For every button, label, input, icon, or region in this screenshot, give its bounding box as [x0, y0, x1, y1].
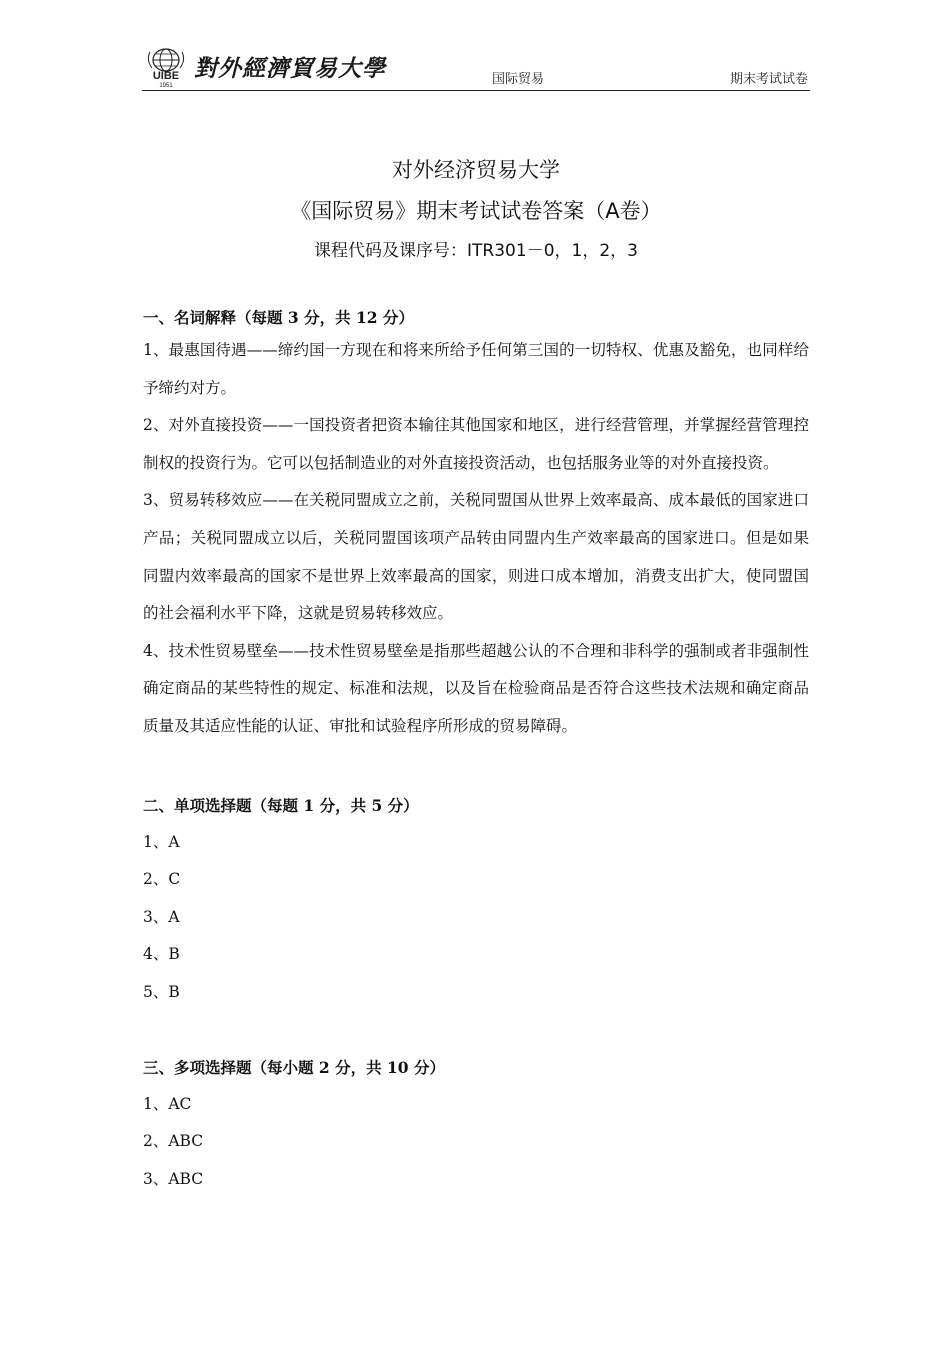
- header-course-name: 国际贸易: [492, 72, 545, 87]
- header-doc-type: 期末考试试卷: [729, 72, 808, 87]
- page-header: [142, 40, 810, 91]
- single-choice-answer: 2、C: [143, 870, 181, 889]
- multiple-choice-answer: 3、ABC: [143, 1169, 204, 1188]
- single-choice-answer: 4、B: [143, 945, 180, 964]
- multiple-choice-answer: 1、AC: [143, 1094, 192, 1113]
- definition-item: 3、贸易转移效应——在关税同盟成立之前，关税同盟国从世界上效率最高、成本最低的国家进口产品；关税同盟成立以后，关税同盟国该项产品转由同盟内生产效率最高的国家进口。但是如果同盟内效率最高的国家不是世界上效率最高的国家，则进口成本增加，消费支出扩大，使同盟国的社会福利水平下降，这就是贸易转移效应。: [143, 491, 809, 623]
- university-script-name: 對外經濟貿易大學: [194, 55, 386, 82]
- single-choice-answer: 3、A: [143, 907, 180, 926]
- multiple-choice-list: [143, 1086, 809, 1199]
- definition-item: 4、技术性贸易壁垒——技术性贸易壁垒是指那些超越公认的不合理和非科学的强制或者非强制性确定商品的某些特性的规定、标准和法规，以及旨在检验商品是否符合这些技术法规和确定商品质量及其适应性能的认证、审批和试验程序所形成的贸易障碍。: [143, 641, 809, 735]
- course-code: 课程代码及课序号：ITR301－0，1，2，3: [314, 241, 638, 261]
- single-choice-list: [143, 824, 809, 1012]
- university-logo-icon: [144, 46, 188, 88]
- single-choice-answer: 5、B: [143, 982, 180, 1001]
- answer-content: [143, 306, 809, 1198]
- single-choice-answer: 1、A: [143, 832, 180, 851]
- logo-text: UIBE: [152, 70, 180, 82]
- definition-item: 2、对外直接投资——一国投资者把资本输往其他国家和地区，进行经营管理，并掌握经营管理控制权的投资行为。它可以包括制造业的对外直接投资活动，也包括服务业等的对外直接投资。: [143, 416, 809, 472]
- definition-item: 1、最惠国待遇——缔约国一方现在和将来所给予任何第三国的一切特权、优惠及豁免，也同样给予缔约对方。: [143, 341, 809, 397]
- multiple-choice-answer: 2、ABC: [143, 1132, 204, 1151]
- logo-year: 1951: [159, 83, 173, 88]
- university-title: 对外经济贸易大学: [392, 158, 560, 182]
- section-heading-multiple-choice: 三、多项选择题（每小题 2 分，共 10 分）: [143, 1057, 445, 1077]
- section-heading-definitions: 一、名词解释（每题 3 分，共 12 分）: [143, 308, 414, 327]
- section-heading-single-choice: 二、单项选择题（每题 1 分，共 5 分）: [143, 795, 419, 815]
- exam-title: 《国际贸易》期末考试试卷答案（A卷）: [290, 199, 662, 223]
